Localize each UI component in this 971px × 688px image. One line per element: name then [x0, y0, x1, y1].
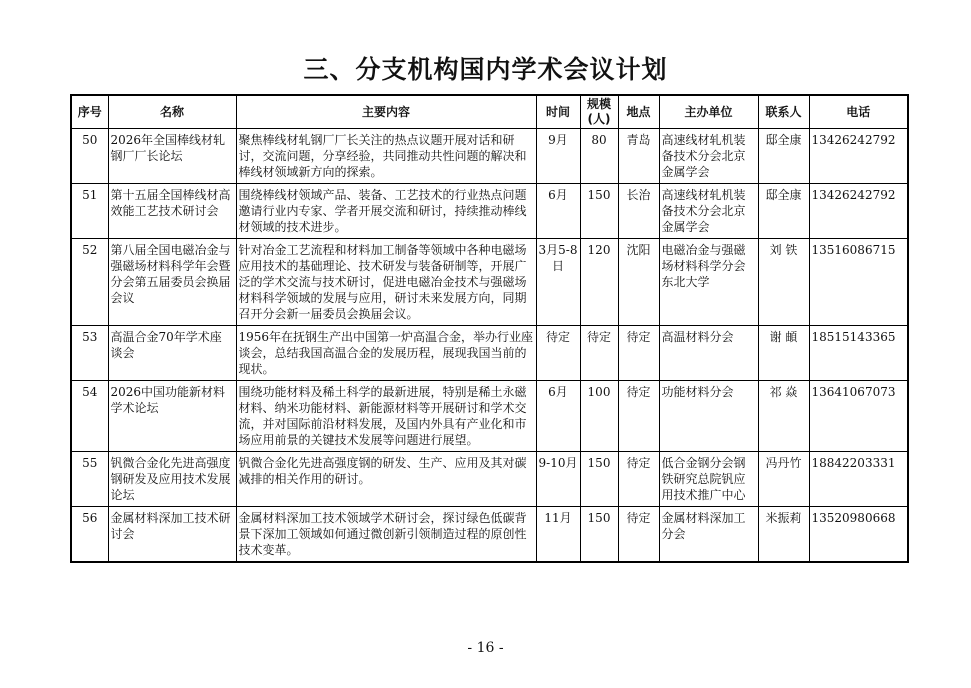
- header-time: 时间: [536, 95, 580, 129]
- cell-place: 待定: [618, 326, 659, 381]
- cell-name: 2026中国功能新材料学术论坛: [108, 381, 236, 452]
- cell-contact: 谢 頔: [758, 326, 809, 381]
- cell-scale: 100: [580, 381, 618, 452]
- cell-org: 金属材料深加工分会: [659, 507, 758, 563]
- cell-phone: 18842203331: [809, 452, 908, 507]
- header-org: 主办单位: [659, 95, 758, 129]
- table-row: [71, 381, 908, 452]
- cell-place: 待定: [618, 381, 659, 452]
- cell-name: 2026年全国棒线材轧钢厂厂长论坛: [108, 129, 236, 184]
- table-row: [71, 507, 908, 563]
- cell-time: 11月: [536, 507, 580, 563]
- cell-no: 51: [71, 184, 108, 239]
- cell-place: 长治: [618, 184, 659, 239]
- cell-scale: 80: [580, 129, 618, 184]
- cell-phone: 18515143365: [809, 326, 908, 381]
- cell-name: 第十五届全国棒线材高效能工艺技术研讨会: [108, 184, 236, 239]
- table-row: [71, 129, 908, 184]
- header-place: 地点: [618, 95, 659, 129]
- cell-org: 电磁冶金与强磁场材料科学分会东北大学: [659, 239, 758, 326]
- cell-scale: 150: [580, 184, 618, 239]
- cell-contact: 刘 铁: [758, 239, 809, 326]
- cell-name: 金属材料深加工技术研讨会: [108, 507, 236, 563]
- cell-content: 聚焦棒线材轧钢厂厂长关注的热点议题开展对话和研讨，交流问题，分享经验，共同推动共性问题的解决和棒线材领域新方向的探索。: [236, 129, 536, 184]
- cell-org: 高速线材轧机装备技术分会北京金属学会: [659, 184, 758, 239]
- cell-phone: 13516086715: [809, 239, 908, 326]
- header-name: 名称: [108, 95, 236, 129]
- page-number: - 16 -: [467, 640, 504, 656]
- cell-name: 钒微合金化先进高强度钢研发及应用技术发展论坛: [108, 452, 236, 507]
- cell-content: 金属材料深加工技术领域学术研讨会，探讨绿色低碳背景下深加工领域如何通过微创新引领制造过程的原创性技术变革。: [236, 507, 536, 563]
- cell-no: 50: [71, 129, 108, 184]
- cell-content: 围绕棒线材领域产品、装备、工艺技术的行业热点问题邀请行业内专家、学者开展交流和研讨，持续推动棒线材领域的技术进步。: [236, 184, 536, 239]
- cell-content: 1956年在抚钢生产出中国第一炉高温合金，举办行业座谈会，总结我国高温合金的发展历程，展现我国当前的现状。: [236, 326, 536, 381]
- cell-contact: 米振莉: [758, 507, 809, 563]
- header-no: 序号: [71, 95, 108, 129]
- header-scale: 规模(人): [580, 95, 618, 129]
- cell-org: 高速线材轧机装备技术分会北京金属学会: [659, 129, 758, 184]
- cell-scale: 待定: [580, 326, 618, 381]
- table-row: [71, 184, 908, 239]
- header-phone: 电话: [809, 95, 908, 129]
- cell-time: 待定: [536, 326, 580, 381]
- cell-phone: 13641067073: [809, 381, 908, 452]
- cell-place: 沈阳: [618, 239, 659, 326]
- cell-phone: 13426242792: [809, 129, 908, 184]
- conference-table: [70, 94, 909, 563]
- cell-contact: 邸全康: [758, 129, 809, 184]
- cell-time: 6月: [536, 381, 580, 452]
- table-header-row: [71, 95, 908, 129]
- cell-scale: 150: [580, 452, 618, 507]
- cell-contact: 冯丹竹: [758, 452, 809, 507]
- cell-content: 围绕功能材料及稀土科学的最新进展，特别是稀土永磁材料、纳米功能材料、新能源材料等开展研讨和学术交流，并对国际前沿材料发展，及国内外具有产业化和市场应用前景的关键技术发展等问题进行展望。: [236, 381, 536, 452]
- cell-no: 56: [71, 507, 108, 563]
- cell-no: 52: [71, 239, 108, 326]
- cell-content: 针对冶金工艺流程和材料加工制备等领域中各种电磁场应用技术的基础理论、技术研发与装备研制等，开展广泛的学术交流与技术研讨，促进电磁冶金技术与强磁场材料科学领域的发展与应用，研讨未来发展方向，同期召开分会新一届委员会换届会议。: [236, 239, 536, 326]
- cell-scale: 120: [580, 239, 618, 326]
- cell-org: 高温材料分会: [659, 326, 758, 381]
- cell-phone: 13426242792: [809, 184, 908, 239]
- cell-contact: 邸全康: [758, 184, 809, 239]
- cell-phone: 13520980668: [809, 507, 908, 563]
- table-row: [71, 326, 908, 381]
- header-content: 主要内容: [236, 95, 536, 129]
- cell-name: 高温合金70年学术座谈会: [108, 326, 236, 381]
- table-row: [71, 239, 908, 326]
- cell-place: 待定: [618, 507, 659, 563]
- cell-time: 9月: [536, 129, 580, 184]
- cell-time: 9-10月: [536, 452, 580, 507]
- cell-contact: 祁 焱: [758, 381, 809, 452]
- cell-name: 第八届全国电磁冶金与强磁场材料科学年会暨分会第五届委员会换届会议: [108, 239, 236, 326]
- cell-no: 54: [71, 381, 108, 452]
- cell-no: 55: [71, 452, 108, 507]
- cell-no: 53: [71, 326, 108, 381]
- cell-place: 青岛: [618, 129, 659, 184]
- cell-scale: 150: [580, 507, 618, 563]
- cell-place: 待定: [618, 452, 659, 507]
- page-title: 三、分支机构国内学术会议计划: [303, 55, 668, 84]
- cell-org: 低合金钢分会钢铁研究总院钒应用技术推广中心: [659, 452, 758, 507]
- cell-content: 钒微合金化先进高强度钢的研发、生产、应用及其对碳减排的相关作用的研讨。: [236, 452, 536, 507]
- cell-org: 功能材料分会: [659, 381, 758, 452]
- cell-time: 3月5-8日: [536, 239, 580, 326]
- cell-time: 6月: [536, 184, 580, 239]
- table-row: [71, 452, 908, 507]
- header-contact: 联系人: [758, 95, 809, 129]
